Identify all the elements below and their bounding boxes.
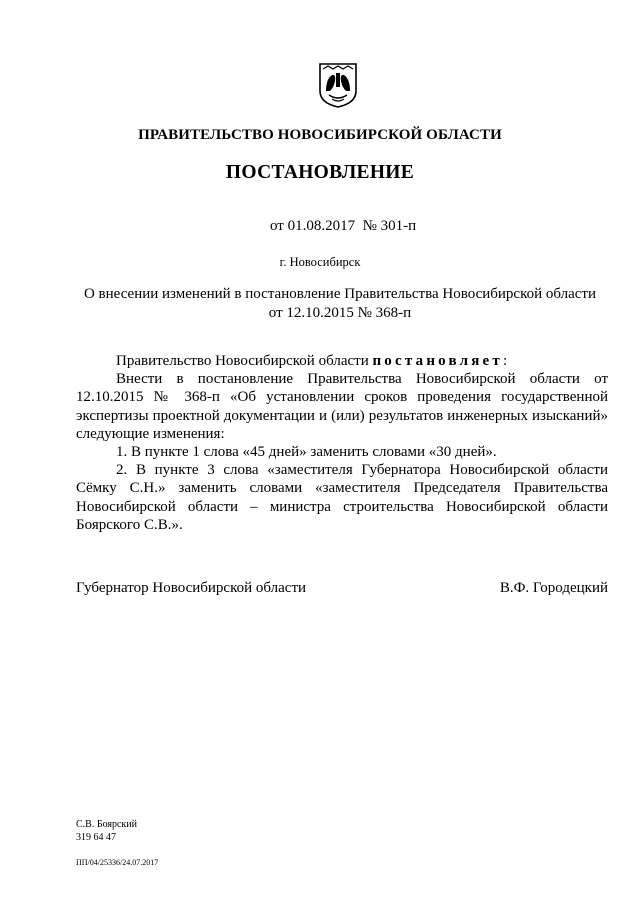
preamble-lead: Правительство Новосибирской области bbox=[116, 353, 369, 369]
subject-line-1: О внесении изменений в постановление Правительства Новосибирской области bbox=[83, 286, 597, 302]
item-1-paragraph: 1. В пункте 1 слова «45 дней» заменить словами «30 дней». bbox=[116, 444, 497, 461]
registration-number: ПП/04/25336/24.07.2017 bbox=[76, 858, 159, 867]
document-number: № 301-п bbox=[362, 218, 417, 234]
intro-paragraph: Внести в постановление Правительства Новосибирской области от 12.10.2015 № 368-п «Об установлении сроков проведения государственной экспертизы проектной документации и (или) результатов инженерных изысканий» следующие изменения: bbox=[76, 371, 608, 442]
organization-title: ПРАВИТЕЛЬСТВО НОВОСИБИРСКОЙ ОБЛАСТИ bbox=[138, 127, 502, 143]
coat-of-arms-icon bbox=[318, 61, 358, 109]
subject-line-2: от 12.10.2015 № 368-п bbox=[268, 305, 412, 321]
city-line: г. Новосибирск bbox=[279, 255, 361, 269]
item-2-paragraph: 2. В пункте 3 слова «заместителя Губернатора Новосибирской области Сёмку С.Н.» заменить словами «заместителя Председателя Правительства Новосибирской области – министра строительства Новосибирской области Боярского С.В.». bbox=[76, 462, 608, 533]
executor-phone: 319 64 47 bbox=[76, 832, 116, 843]
document-date: 01.08.2017 bbox=[287, 218, 356, 234]
document-type-title: ПОСТАНОВЛЕНИЕ bbox=[225, 162, 415, 183]
preamble-verb: постановляет bbox=[372, 353, 503, 369]
document-subject bbox=[76, 285, 604, 323]
signatory-name: В.Ф. Городецкий bbox=[499, 580, 608, 596]
preamble-paragraph bbox=[76, 352, 608, 370]
preamble-tail: : bbox=[502, 353, 508, 369]
date-prefix: от bbox=[270, 218, 284, 234]
date-number-line bbox=[270, 218, 416, 235]
document-body bbox=[76, 352, 608, 534]
executor-name: С.В. Боярский bbox=[76, 819, 137, 830]
signatory-position: Губернатор Новосибирской области bbox=[76, 580, 307, 596]
executor-block bbox=[76, 818, 137, 844]
